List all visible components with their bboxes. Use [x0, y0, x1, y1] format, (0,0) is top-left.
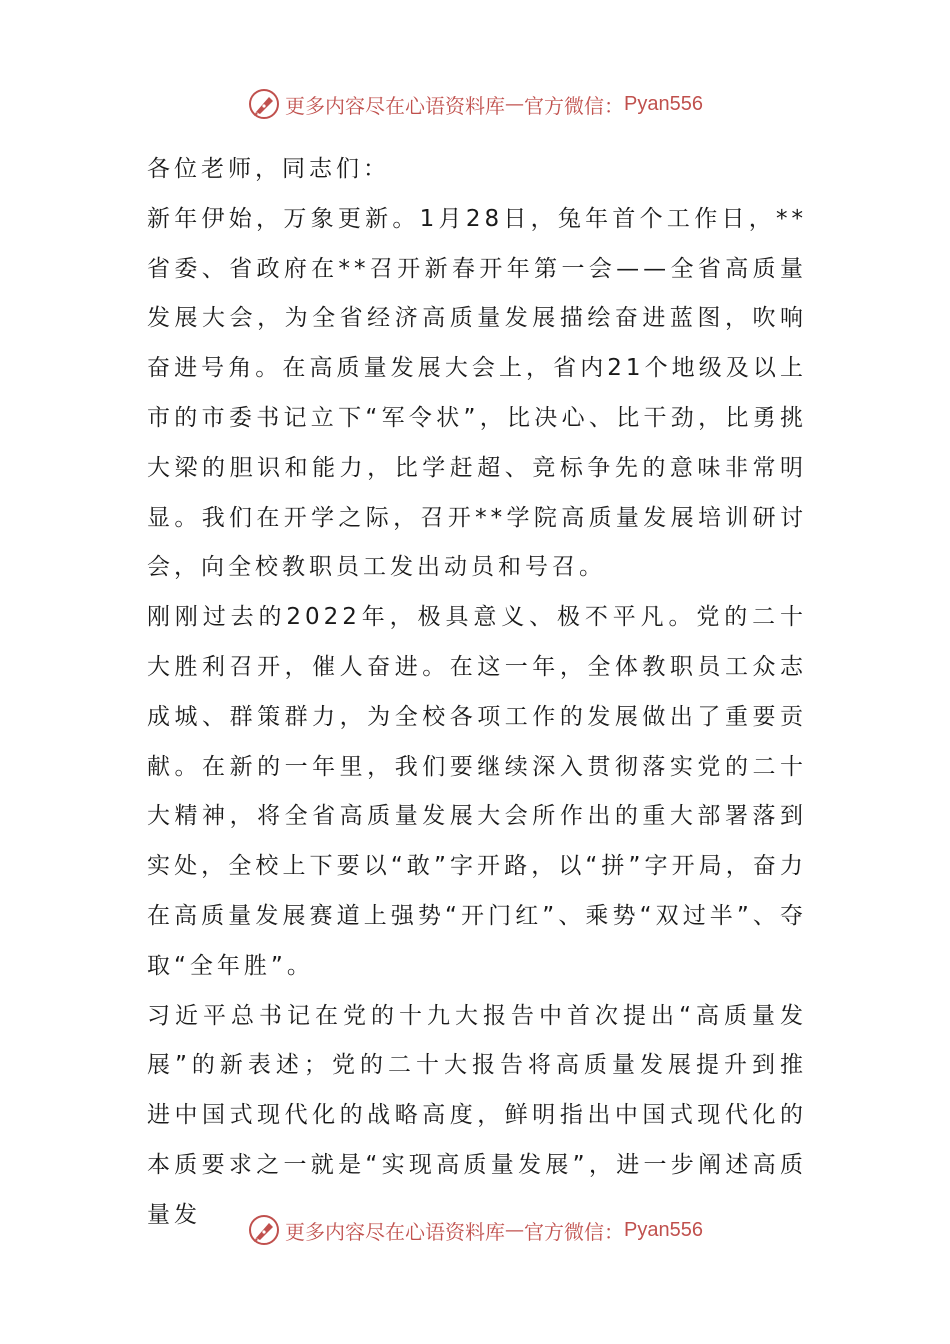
greeting: 各位老师，同志们：	[147, 156, 390, 182]
footer-banner-separator: —	[505, 1219, 525, 1241]
header-banner-wechat-id: Pyan556	[624, 92, 703, 115]
pen-nib-logo-icon	[247, 1213, 281, 1247]
pen-nib-logo-icon	[247, 87, 281, 121]
header-banner	[0, 84, 950, 124]
paragraph-1: 新年伊始，万象更新。1月28日，兔年首个工作日，**省委、省政府在**召开新春开年第一会——全省高质量发展大会，为全省经济高质量发展描绘奋进蓝图，吹响奋进号角。在高质量发展大会上，省内21个地级及以上市的市委书记立下“军令状”，比决心、比干劲，比勇挑大梁的胆识和能力，比学赶超、竞标争先的意味非常明显。我们在开学之际，召开**学院高质量发展培训研讨会，向全校教职员工发出动员和号召。	[147, 205, 807, 581]
footer-banner-text: 更多内容尽在心语资料库	[285, 1219, 506, 1244]
footer-banner-wechat-label: 官方微信：	[524, 1219, 625, 1244]
header-banner-wechat-label: 官方微信：	[524, 93, 625, 118]
document-body	[147, 145, 807, 1241]
paragraph-2: 刚刚过去的2022年，极具意义、极不平凡。党的二十大胜利召开，催人奋进。在这一年，全体教职员工众志成城、群策群力，为全校各项工作的发展做出了重要贡献。在新的一年里，我们要继续深入贯彻落实党的二十大精神，将全省高质量发展大会所作出的重大部署落到实处，全校上下要以“敢”字开路，以“拼”字开局，奋力在高质量发展赛道上强势“开门红”、乘势“双过半”、夺取“全年胜”。	[147, 604, 807, 979]
header-banner-separator: —	[505, 93, 525, 115]
footer-banner-wechat-id: Pyan556	[624, 1218, 703, 1241]
footer-banner	[0, 1210, 950, 1250]
paragraph-3: 习近平总书记在党的十九大报告中首次提出“高质量发展”的新表述；党的二十大报告将高质量发展提升到推进中国式现代化的战略高度，鲜明指出中国式现代化的本质要求之一就是“实现高质量发展”，进一步阐述高质量发	[147, 1002, 807, 1228]
header-banner-text: 更多内容尽在心语资料库	[285, 93, 506, 118]
